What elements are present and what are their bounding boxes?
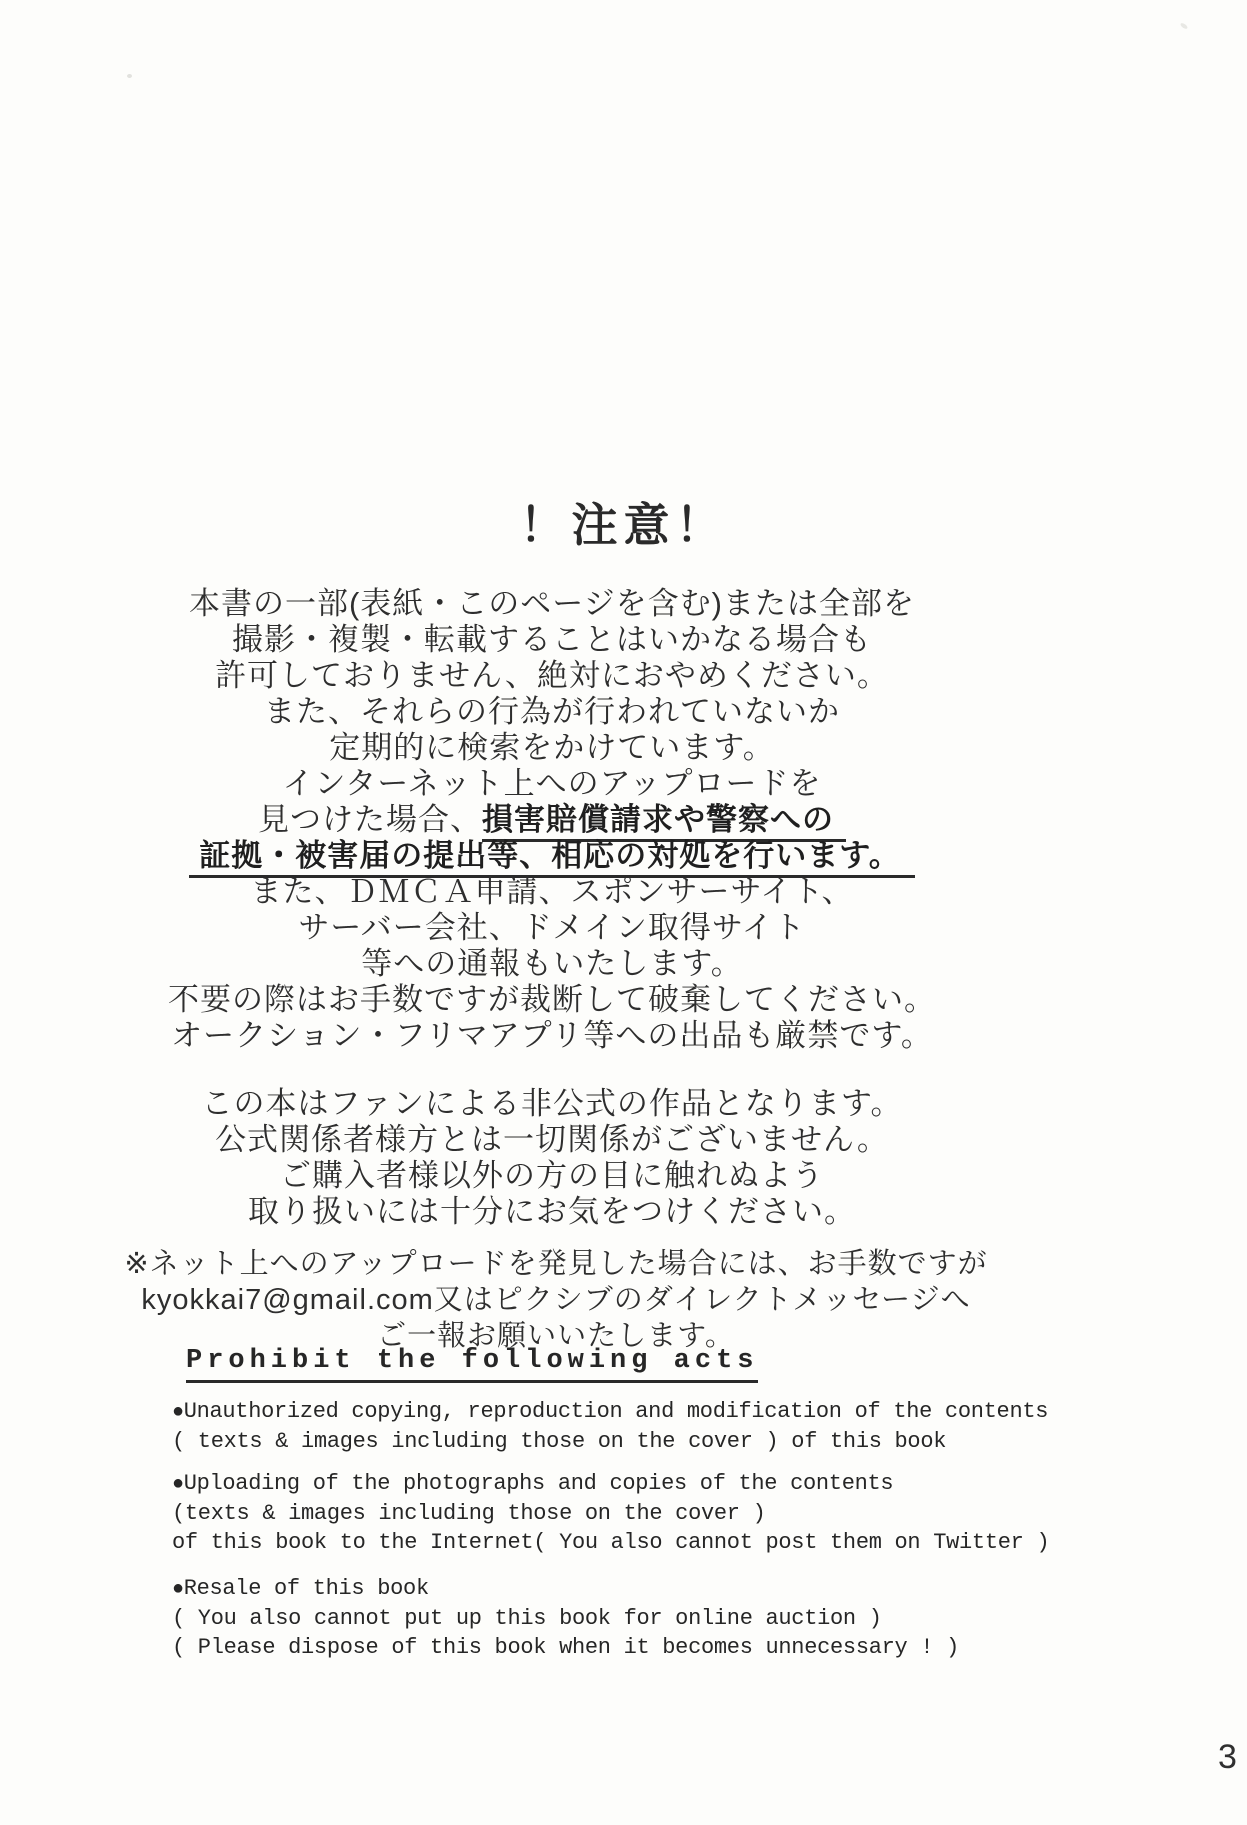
jp-contact-line: ご一報お願いいたします。 [377, 1320, 735, 1352]
prohibit-line: of this book to the Internet( You also cannot post them on Twitter ) [172, 1530, 1050, 1555]
prohibit-line [172, 1469, 1049, 1499]
warning-paragraph-jp [0, 586, 1104, 1054]
jp-warning-line: インターネット上へのアップロードを [282, 766, 822, 801]
bullet-icon: ● [172, 1473, 184, 1496]
contact-paragraph-jp [0, 1246, 1112, 1354]
jp-warning-emphasis: 損害賠償請求や警察への [482, 802, 846, 842]
prohibit-line: ( You also cannot put up this book for online auction ) [172, 1606, 882, 1631]
jp-warning-line [0, 838, 1104, 874]
jp-warning-line: 定期的に検索をかけています。 [329, 730, 775, 765]
prohibit-line [172, 1574, 1049, 1604]
page-number: 3 [1218, 1738, 1237, 1776]
jp-warning-text: 見つけた場合、 [258, 802, 482, 837]
jp-warning-line: 本書の一部(表紙・このページを含む)または全部を [188, 586, 916, 621]
jp-warning-line: オークション・フリマアプリ等への出品も厳禁です。 [171, 1018, 933, 1053]
jp-warning-line: サーバー会社、ドメイン取得サイト [298, 910, 806, 945]
prohibit-line: (texts & images including those on the cover ) [172, 1501, 766, 1526]
prohibit-text: Resale of this book [183, 1576, 429, 1601]
disclaimer-paragraph-jp [0, 1086, 1104, 1230]
prohibit-item-resale [172, 1574, 1049, 1662]
bullet-icon: ● [172, 1578, 184, 1601]
jp-warning-line: 撮影・複製・転載することはいかなる場合も [232, 622, 872, 657]
jp-disclaimer-line: ご購入者様以外の方の目に触れぬよう [280, 1158, 824, 1193]
jp-warning-line: 不要の際はお手数ですが裁断して破棄してください。 [168, 982, 936, 1017]
prohibit-item-uploading [172, 1469, 1049, 1557]
jp-warning-line: 等への通報もいたします。 [361, 946, 743, 981]
contact-email-line: kyokkai7@gmail.com又はピクシブのダイレクトメッセージへ [141, 1284, 971, 1316]
jp-disclaimer-line: この本はファンによる非公式の作品となります。 [201, 1086, 903, 1121]
jp-warning-emphasis: 証拠・被害届の提出等、相応の対処を行います。 [189, 838, 915, 878]
prohibit-item-copying [172, 1397, 1049, 1456]
prohibit-line: ( Please dispose of this book when it becomes unnecessary ! ) [172, 1635, 960, 1660]
prohibit-list [172, 1397, 1049, 1662]
prohibit-text: Unauthorized copying, reproduction and modification of the contents [183, 1399, 1049, 1424]
jp-disclaimer-line: 公式関係者様方とは一切関係がございません。 [215, 1122, 889, 1157]
prohibit-text: Uploading of the photographs and copies of the contents [183, 1471, 894, 1496]
prohibit-line [172, 1397, 1049, 1427]
jp-disclaimer-line: 取り扱いには十分にお気をつけください。 [248, 1194, 856, 1229]
jp-warning-line: また、ＤＭＣＡ申請、スポンサーサイト、 [250, 874, 854, 909]
scan-speck [1180, 22, 1189, 30]
jp-warning-line: また、それらの行為が行われていないか [264, 694, 840, 729]
scan-speck [127, 74, 132, 78]
prohibit-line: ( texts & images including those on the cover ) of this book [172, 1429, 947, 1454]
jp-contact-line: ※ネット上へのアップロードを発見した場合には、お手数ですが [124, 1248, 988, 1280]
jp-warning-line: 許可しておりません、絶対におやめください。 [215, 658, 889, 693]
bullet-icon: ● [172, 1401, 184, 1424]
page-title: ！注意！ [519, 499, 728, 551]
prohibit-heading: Prohibit the following acts [186, 1346, 758, 1383]
jp-warning-line [0, 802, 1104, 838]
